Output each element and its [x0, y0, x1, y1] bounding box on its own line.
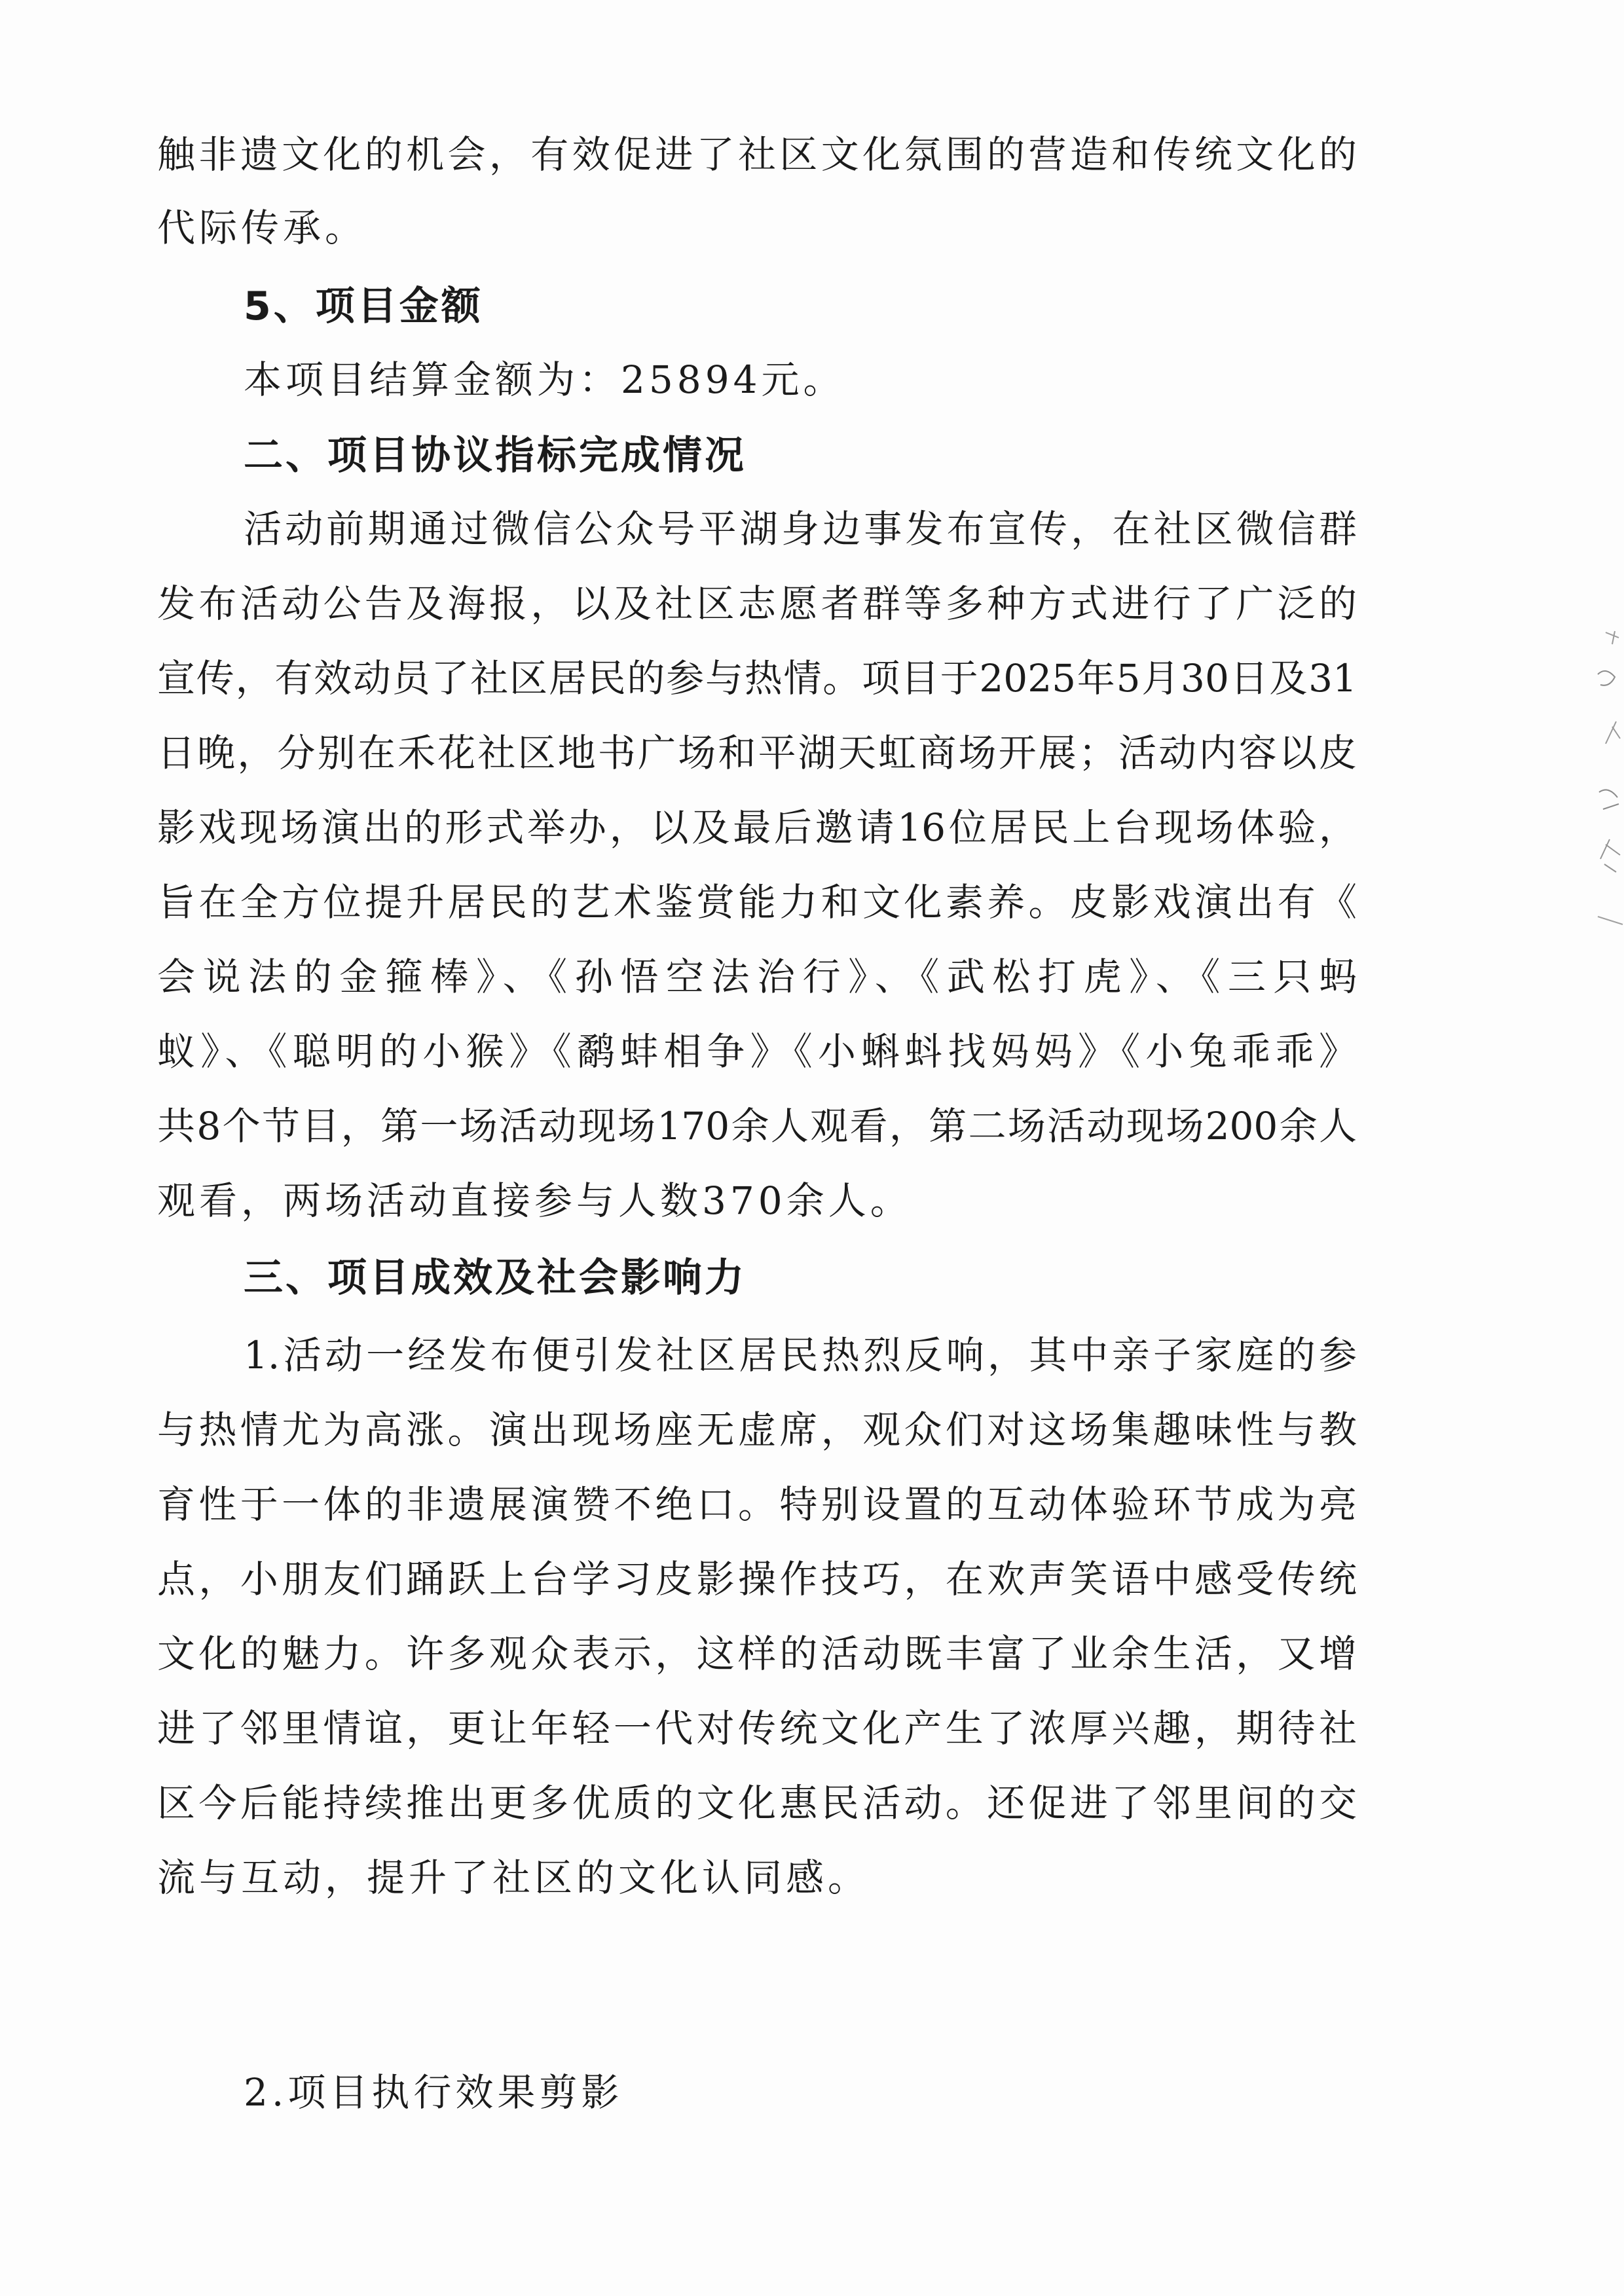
- section-two-line: 宣传，有效动员了社区居民的参与热情。项目于2025年5月30日及31: [157, 656, 1357, 701]
- section-three-line: 与热情尤为高涨。演出现场座无虚席，观众们对这场集趣味性与教: [157, 1408, 1357, 1452]
- amount-text: 本项目结算金额为：25894元。: [244, 357, 845, 402]
- section-two-line: 日晚，分别在禾花社区地书广场和平湖天虹商场开展；活动内容以皮: [157, 731, 1357, 775]
- section-three-line: 文化的魅力。许多观众表示，这样的活动既丰富了业余生活，又增: [157, 1631, 1357, 1676]
- amount-heading: 5、项目金额: [244, 283, 483, 329]
- section-three-line: 1.活动一经发布便引发社区居民热烈反响，其中亲子家庭的参: [244, 1333, 1357, 1377]
- section-three-line: 进了邻里情谊，更让年轻一代对传统文化产生了浓厚兴趣，期待社: [157, 1706, 1357, 1751]
- section-two-line: 发布活动公告及海报，以及社区志愿者群等多种方式进行了广泛的: [157, 581, 1357, 626]
- section-three-line: 点，小朋友们踊跃上台学习皮影操作技巧，在欢声笑语中感受传统: [157, 1557, 1357, 1601]
- section-two-line: 会说法的金箍棒》、《孙悟空法治行》、《武松打虎》、《三只蚂: [157, 955, 1357, 999]
- section-two-line: 共8个节目，第一场活动现场170余人观看，第二场活动现场200余人: [157, 1104, 1357, 1148]
- section-two-line: 观看，两场活动直接参与人数370余人。: [157, 1178, 912, 1223]
- section-three-line: 流与互动，提升了社区的文化认同感。: [157, 1855, 870, 1900]
- continuation-line-1: 触非遗文化的机会，有效促进了社区文化氛围的营造和传统文化的: [157, 132, 1357, 177]
- section-two-line: 影戏现场演出的形式举办，以及最后邀请16位居民上台现场体验，: [157, 805, 1357, 850]
- section-three-subheading: 2.项目执行效果剪影: [244, 2070, 623, 2115]
- section-two-line: 蚁》、《聪明的小猴》《鹬蚌相争》《小蝌蚪找妈妈》《小兔乖乖》: [157, 1029, 1357, 1074]
- section-two-heading: 二、项目协议指标完成情况: [244, 433, 747, 479]
- margin-scan-marks: [1586, 629, 1624, 930]
- section-three-line: 育性于一体的非遗展演赞不绝口。特别设置的互动体验环节成为亮: [157, 1482, 1357, 1527]
- section-three-heading: 三、项目成效及社会影响力: [244, 1255, 747, 1301]
- section-two-line: 旨在全方位提升居民的艺术鉴赏能力和文化素养。皮影戏演出有《: [157, 880, 1357, 924]
- continuation-line-2: 代际传承。: [157, 206, 367, 250]
- section-three-line: 区今后能持续推出更多优质的文化惠民活动。还促进了邻里间的交: [157, 1781, 1357, 1825]
- section-two-line: 活动前期通过微信公众号平湖身边事发布宣传，在社区微信群: [244, 507, 1357, 551]
